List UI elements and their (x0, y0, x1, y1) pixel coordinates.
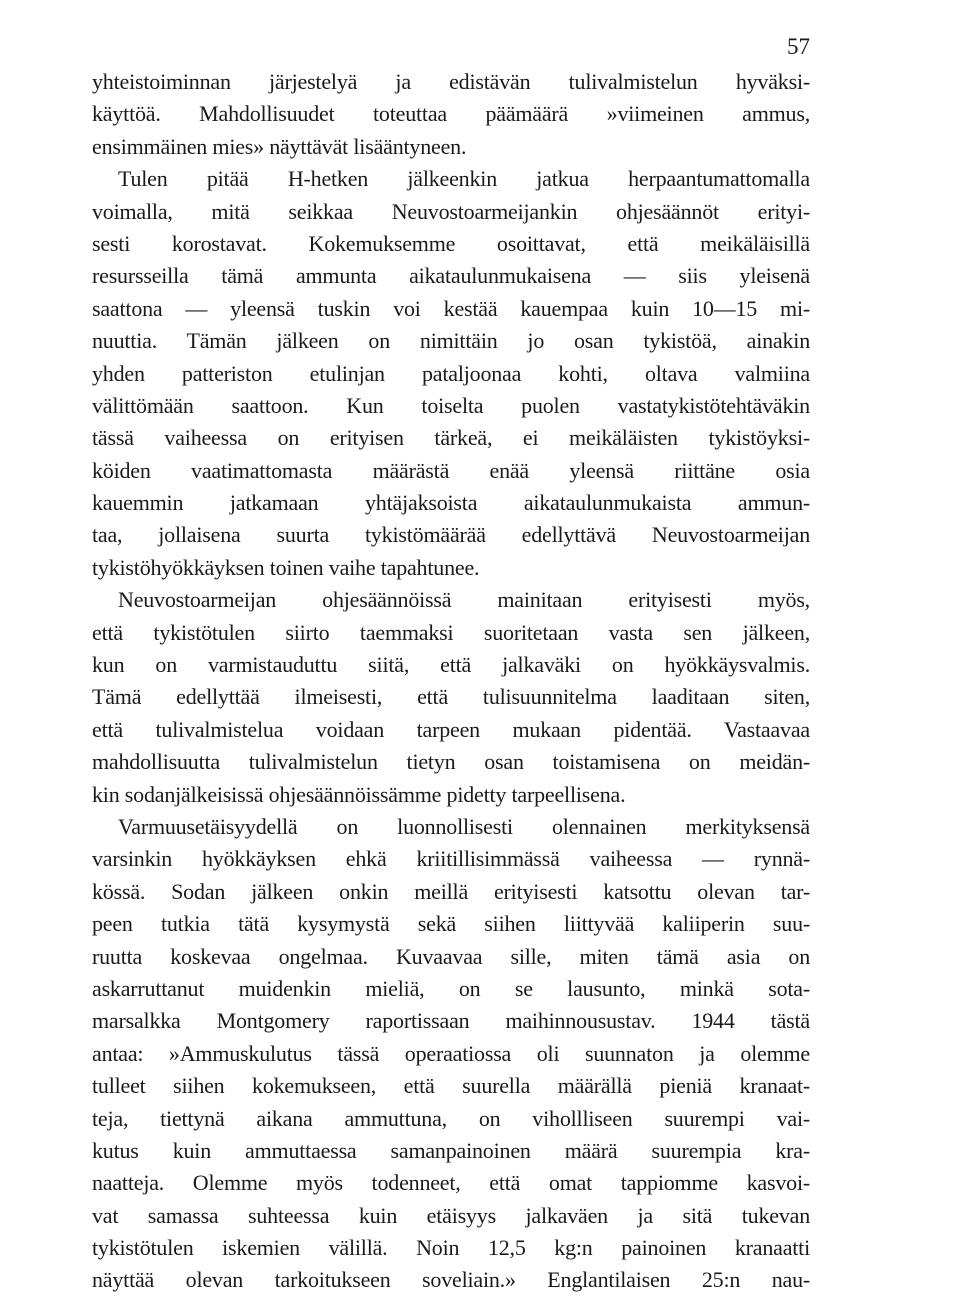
text-line: kin sodanjälkeisissä ohjesäännöissämme pidetty tarpeellisena. (92, 781, 626, 807)
text-line: tässä vaiheessa on erityisen tärkeä, ei meikäläisten tykistöyksi- (92, 425, 810, 451)
text-line: yhteistoiminnan järjestelyä ja edistävän tulivalmistelun hyväksi- (92, 69, 810, 94)
text-line: että tykistötulen siirto taemmaksi suoritetaan vasta sen jälkeen, (92, 619, 810, 645)
text-line: kössä. Sodan jälkeen onkin meillä erityisesti katsottu olevan tar- (92, 878, 810, 904)
body-text (92, 66, 810, 1297)
text-line: saattona — yleensä tuskin voi kestää kauempaa kuin 10—15 mi- (92, 295, 810, 321)
text-line: kutus kuin ammuttaessa samanpainoinen määrä suurempia kra- (92, 1137, 810, 1163)
text-line: mahdollisuutta tulivalmistelun tietyn osan toistamisena on meidän- (92, 749, 810, 775)
text-line: Tulen pitää H-hetken jälkeenkin jatkua herpaantumattomalla (118, 166, 810, 192)
text-line: ruutta koskevaa ongelmaa. Kuvaavaa sille, miten tämä asia on (92, 943, 810, 969)
text-line: kun on varmistauduttu siitä, että jalkaväki on hyökkäysvalmis. (92, 652, 810, 678)
text-line: käyttöä. Mahdollisuudet toteuttaa päämäärä »viimeinen ammus, (92, 101, 810, 127)
text-line: askarruttanut muidenkin mieliä, on se lausunto, minkä sota- (92, 975, 810, 1001)
text-line: tulleet siihen kokemukseen, että suurella määrällä pieniä kranaat- (92, 1073, 810, 1099)
text-line: peen tutkia tätä kysymystä sekä siihen liittyvää kaliiperin suu- (92, 911, 810, 937)
text-line: Neuvostoarmeijan ohjesäännöissä mainitaan erityisesti myös, (118, 587, 810, 613)
text-line: ensimmäinen mies» näyttävät lisääntyneen. (92, 133, 467, 159)
text-line: naatteja. Olemme myös todenneet, että omat tappiomme kasvoi- (92, 1170, 810, 1196)
text-line: marsalkka Montgomery raportissaan maihinnousustav. 1944 tästä (92, 1008, 810, 1034)
text-line: kauemmin jatkamaan yhtäjaksoista aikataulunmukaista ammun- (92, 490, 810, 516)
text-line: Varmuusetäisyydellä on luonnollisesti olennainen merkityksensä (118, 813, 810, 839)
text-line: taa, jollaisena suurta tykistömäärää edellyttävä Neuvostoarmeijan (92, 522, 810, 548)
text-line: vat samassa suhteessa kuin etäisyys jalkaväen ja sitä tukevan (92, 1202, 810, 1228)
text-line: Tämä edellyttää ilmeisesti, että tulisuunnitelma laaditaan siten, (92, 684, 810, 710)
text-line: tykistötulen iskemien välillä. Noin 12,5 kg:n painoinen kranaatti (92, 1235, 810, 1261)
text-line: voimalla, mitä seikkaa Neuvostoarmeijankin ohjesäännöt erityi- (92, 198, 810, 224)
text-line: että tulivalmistelua voidaan tarpeen mukaan pidentää. Vastaavaa (92, 716, 810, 742)
page-number: 57 (787, 34, 810, 59)
text-line: välittömään saattoon. Kun toiselta puolen vastatykistötehtäväkin (92, 392, 810, 418)
text-line: antaa: »Ammuskulutus tässä operaatiossa oli suunnaton ja olemme (92, 1040, 810, 1066)
text-line: sesti korostavat. Kokemuksemme osoittavat, että meikäläisillä (92, 230, 810, 256)
text-line: resursseilla tämä ammunta aikataulunmukaisena — siis yleisenä (92, 263, 810, 289)
text-line: yhden patteriston etulinjan pataljoonaa kohti, oltava valmiina (92, 360, 810, 386)
text-line: tykistöhyökkäyksen toinen vaihe tapahtunee. (92, 554, 480, 580)
text-line: näyttää olevan tarkoitukseen soveliain.» Englantilaisen 25:n nau- (92, 1267, 810, 1293)
text-line: teja, tiettynä aikana ammuttuna, on vihollliseen suurempi vai- (92, 1105, 810, 1131)
text-line: varsinkin hyökkäyksen ehkä kriitillisimmässä vaiheessa — rynnä- (92, 846, 810, 872)
text-line: nuuttia. Tämän jälkeen on nimittäin jo osan tykistöä, ainakin (92, 328, 810, 354)
text-line: köiden vaatimattomasta määrästä enää yleensä riittäne osia (92, 457, 810, 483)
